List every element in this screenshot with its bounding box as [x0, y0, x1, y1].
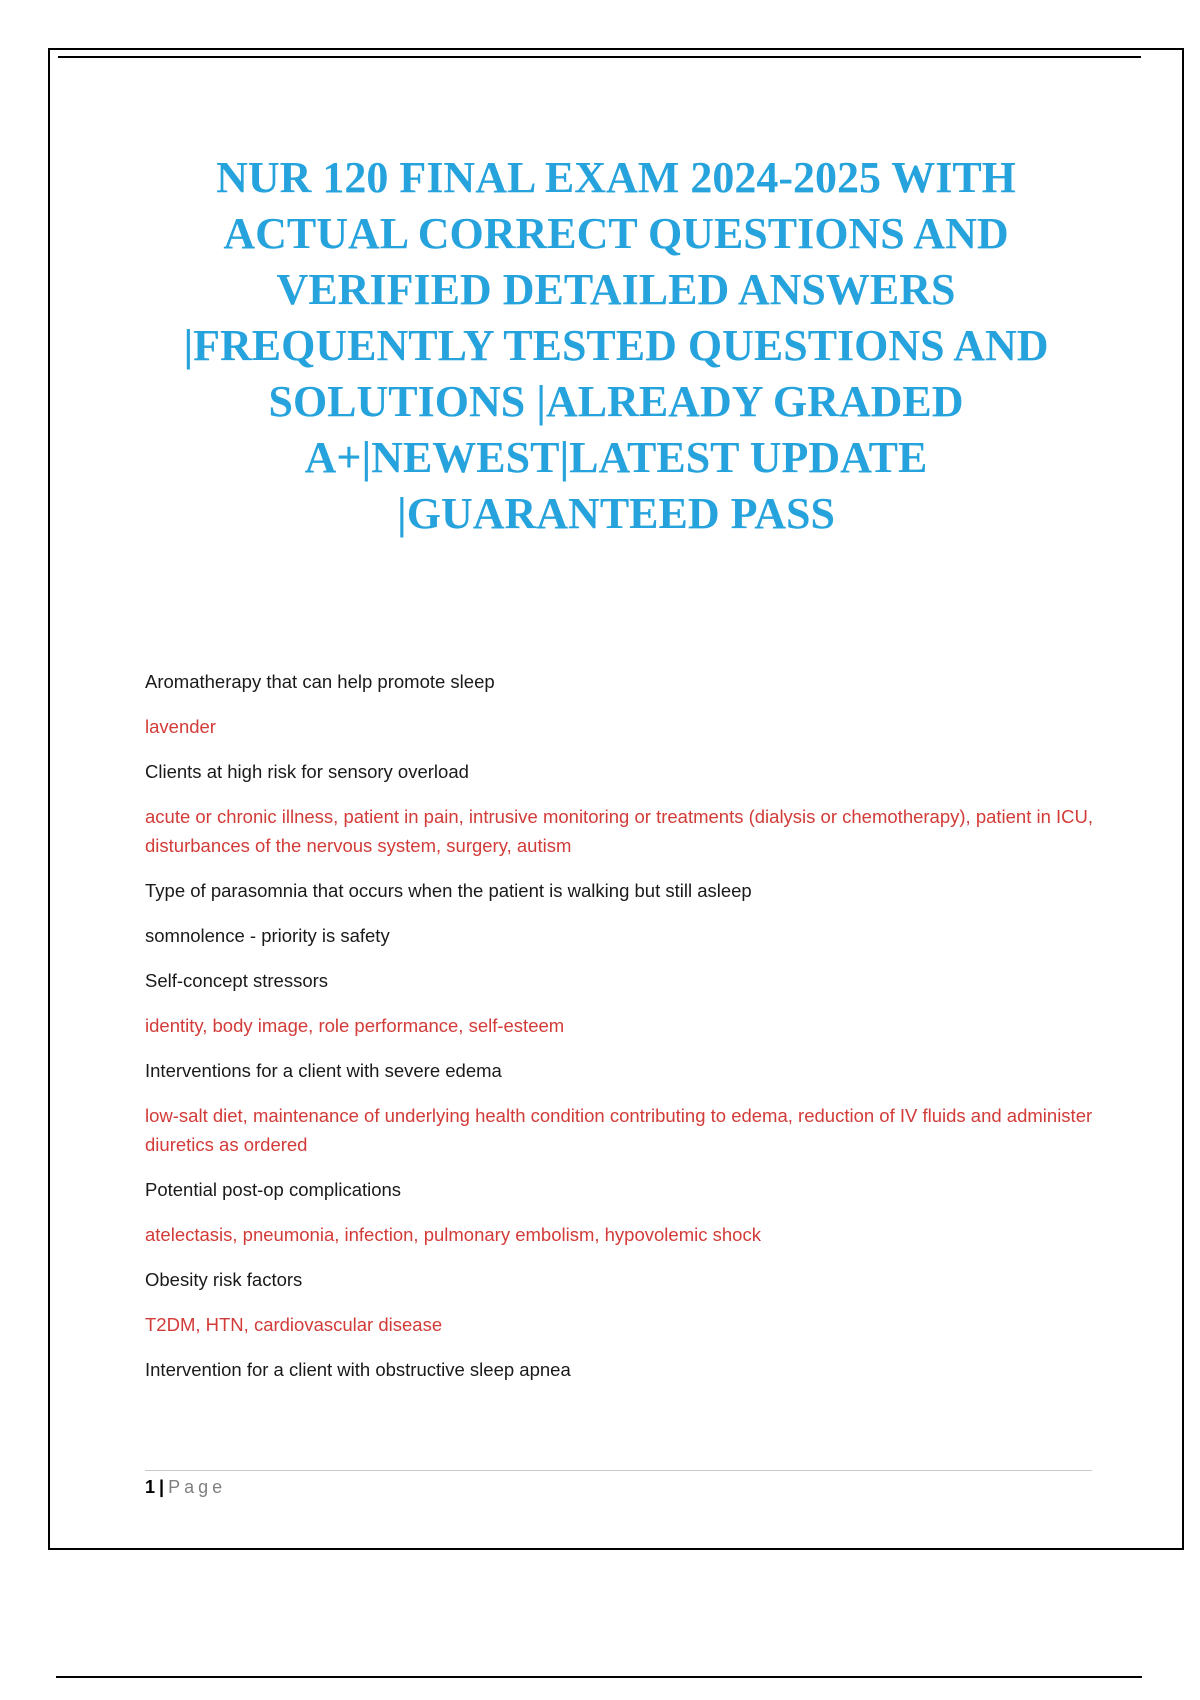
page-number: 1	[145, 1477, 156, 1497]
title-line: NUR 120 FINAL EXAM 2024-2025 WITH	[216, 153, 1016, 202]
title-line: A+|NEWEST|LATEST UPDATE	[304, 433, 928, 482]
next-page-top-rule	[56, 1676, 1142, 1678]
answer-text: atelectasis, pneumonia, infection, pulmonary embolism, hypovolemic shock	[145, 1224, 761, 1245]
document-title	[110, 150, 1122, 542]
title-line: VERIFIED DETAILED ANSWERS	[276, 265, 956, 314]
footer-separator: |	[159, 1477, 165, 1497]
answer-text: lavender	[145, 716, 216, 737]
top-rule	[58, 56, 1141, 58]
title-line: |FREQUENTLY TESTED QUESTIONS AND	[183, 321, 1049, 370]
question-text: Intervention for a client with obstructive sleep apnea	[145, 1359, 571, 1380]
question-text: Interventions for a client with severe edema	[145, 1060, 502, 1081]
page-label: Page	[168, 1477, 227, 1497]
title-line: |GUARANTEED PASS	[397, 489, 835, 538]
title-line: ACTUAL CORRECT QUESTIONS AND	[223, 209, 1009, 258]
title-line: SOLUTIONS |ALREADY GRADED	[268, 377, 964, 426]
question-text: Aromatherapy that can help promote sleep	[145, 671, 495, 692]
footer-rule	[145, 1470, 1092, 1471]
question-text: Self-concept stressors	[145, 970, 329, 991]
answer-text: acute or chronic illness, patient in pain, intrusive monitoring or treatments (dialysis or chemotherapy), patient in ICU, disturbances of the nervous system, surgery, autism	[145, 806, 1094, 856]
question-text: Obesity risk factors	[145, 1269, 303, 1290]
page-footer	[145, 1477, 226, 1498]
question-text: Clients at high risk for sensory overload	[145, 761, 469, 782]
answer-text: low-salt diet, maintenance of underlying health condition contributing to edema, reduction of IV fluids and administer diuretics as ordered	[145, 1105, 1093, 1155]
question-text: Type of parasomnia that occurs when the patient is walking but still asleep	[145, 880, 752, 901]
question-text: somnolence - priority is safety	[145, 925, 390, 946]
answer-text: identity, body image, role performance, self-esteem	[145, 1015, 565, 1036]
page-frame	[48, 48, 1184, 1550]
qa-list	[145, 667, 1120, 1400]
question-text: Potential post-op complications	[145, 1179, 402, 1200]
answer-text: T2DM, HTN, cardiovascular disease	[145, 1314, 443, 1335]
